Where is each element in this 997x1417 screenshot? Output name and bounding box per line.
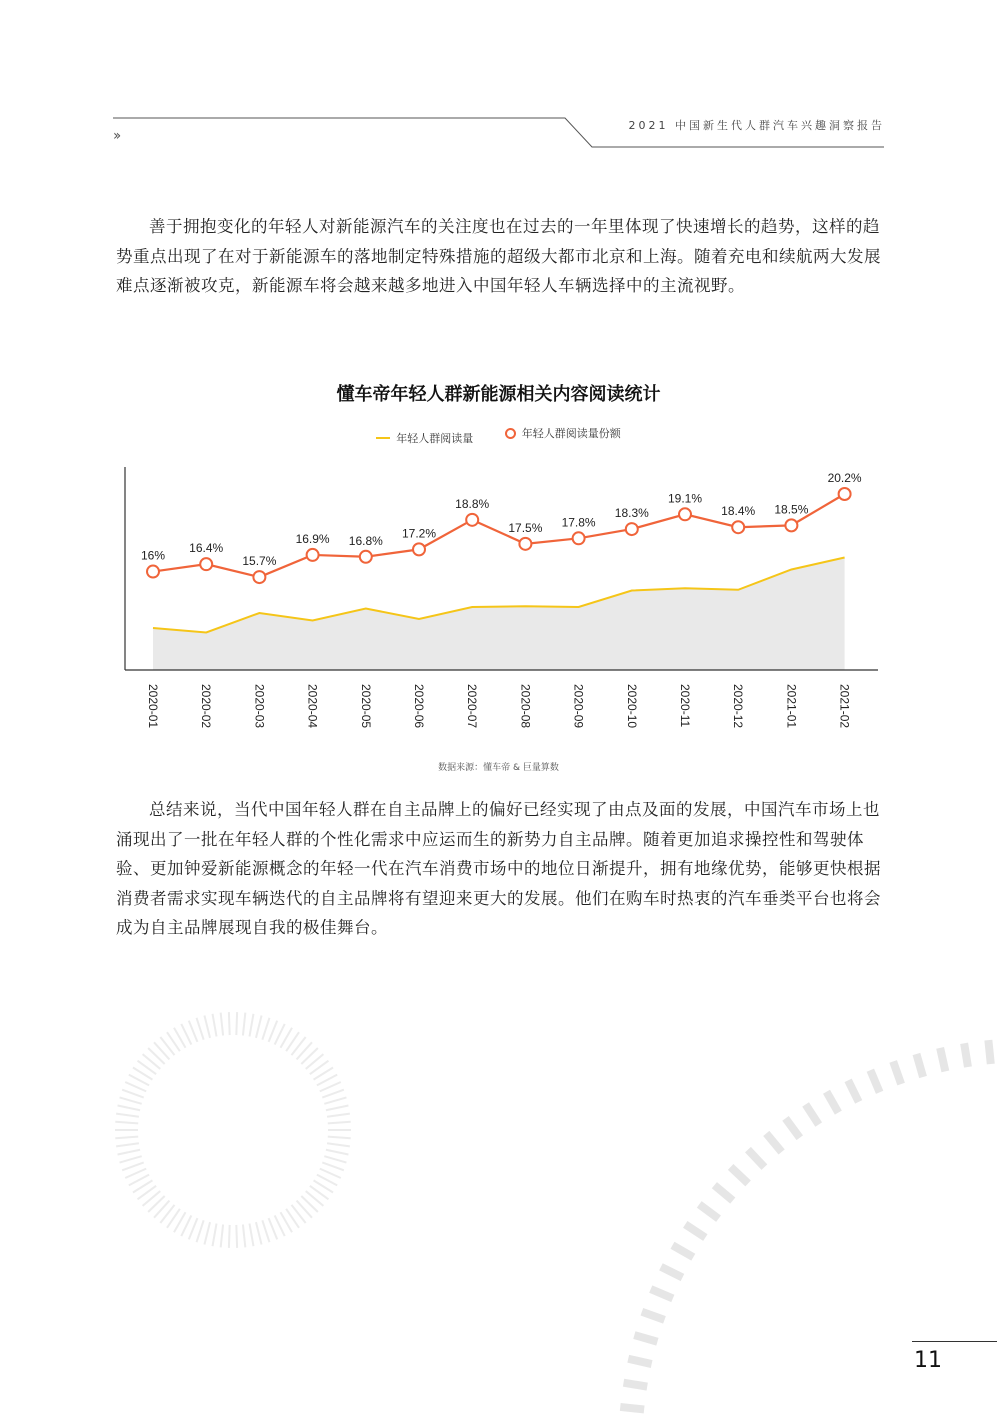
legend-label-volume: 年轻人群阅读量: [396, 431, 474, 445]
decor-dash: [197, 1018, 204, 1040]
page-number: 11: [914, 1348, 942, 1373]
x-tick-label: 2020-12: [731, 684, 746, 729]
share-point: [732, 521, 744, 533]
decor-dash: [262, 1220, 269, 1242]
decor-arc-dash: [867, 1069, 884, 1094]
x-tick-label: 2020-02: [199, 684, 214, 729]
share-data-label: 16.9%: [295, 531, 330, 546]
chevron-icon: ››: [113, 128, 119, 144]
decor-dash: [116, 1143, 139, 1146]
decor-dash: [125, 1082, 146, 1091]
share-point: [573, 532, 585, 544]
summary-paragraph: 总结来说，当代中国年轻人群在自主品牌上的偏好已经实现了由点及面的发展，中国汽车市场上也涌现出了一批在年轻人群的个性化需求中应运而生的新势力自主品牌。随着更加追求操控性和驾驶体验、更加钟爱新能源概念的年轻一代在汽车消费市场中的地位日渐提升，拥有地缘优势，能够更快根据消费者需求实现车辆迭代的自主品牌将有望迎来更大的发展。他们在购车时热衷的汽车垂类平台也将会成为自主品牌展现自我的极佳舞台。: [116, 800, 881, 937]
decor-dash: [249, 1014, 253, 1037]
share-point: [147, 566, 159, 578]
x-tick-label: 2020-08: [518, 684, 533, 729]
decor-arc-dash: [659, 1263, 684, 1281]
decor-dash: [256, 1016, 262, 1038]
decor-dash: [204, 1016, 210, 1038]
x-tick-label: 2020-01: [146, 684, 160, 729]
legend-dot-icon: [505, 428, 516, 439]
decor-arc-dash: [984, 1040, 994, 1065]
decor-dash: [262, 1018, 269, 1040]
decor-arc-dash: [889, 1060, 905, 1085]
decor-dash: [229, 1012, 230, 1035]
decor-dash: [322, 1162, 344, 1170]
share-data-label: 18.4%: [721, 504, 756, 519]
x-tick-label: 2020-10: [624, 684, 639, 729]
decor-dash: [204, 1222, 210, 1244]
decor-dash: [118, 1105, 140, 1110]
decor-arc-dash: [649, 1285, 674, 1302]
decor-dash: [236, 1012, 237, 1035]
decor-dash: [326, 1150, 348, 1155]
decor-arc-dash: [641, 1308, 666, 1324]
decor-dash: [213, 1014, 217, 1037]
share-point: [626, 523, 638, 535]
decor-dash: [229, 1225, 230, 1248]
share-data-label: 17.2%: [401, 526, 437, 541]
decor-dash: [256, 1222, 262, 1244]
decor-dash: [197, 1220, 204, 1242]
share-data-label: 17.5%: [508, 520, 543, 535]
decor-dash: [327, 1143, 350, 1146]
decor-dash: [320, 1169, 341, 1178]
share-data-label: 18.5%: [774, 502, 809, 517]
decor-arc-dash: [763, 1131, 785, 1155]
decor-dash: [327, 1114, 350, 1117]
decor-dash: [189, 1021, 198, 1042]
decor-arc-dash: [620, 1403, 645, 1413]
x-tick-label: 2020-11: [678, 684, 692, 728]
decor-arc-dash: [712, 1182, 736, 1204]
share-data-label: 18.8%: [455, 496, 490, 511]
x-tick-label: 2020-09: [571, 684, 586, 729]
report-title: 2021 中国新生代人群汽车兴趣洞察报告: [628, 119, 885, 132]
decor-arc-dash: [697, 1201, 721, 1222]
decor-dash: [324, 1156, 346, 1162]
share-data-label: 17.8%: [561, 515, 596, 530]
share-point: [360, 551, 372, 563]
share-data-label: 16.8%: [348, 533, 383, 548]
share-data-label: 20.2%: [827, 471, 862, 485]
decor-arc-dash: [782, 1116, 803, 1140]
decor-dash: [328, 1122, 351, 1124]
share-data-label: 16%: [140, 548, 166, 563]
decor-dash: [116, 1114, 139, 1117]
decor-arc-dash: [960, 1043, 972, 1068]
decor-dash: [221, 1013, 223, 1036]
x-tick-label: 2020-03: [252, 684, 267, 729]
x-tick-label: 2021-01: [784, 684, 799, 729]
decor-dash: [328, 1137, 351, 1139]
decor-arc-dash: [623, 1379, 648, 1391]
decor-arc-dash: [627, 1355, 652, 1368]
share-point: [413, 543, 425, 555]
x-tick-label: 2021-02: [837, 684, 852, 729]
intro-paragraph: 善于拥抱变化的年轻人对新能源汽车的关注度也在过去的一年里体现了快速增长的趋势，这样的趋势重点出现了在对于新能源车的落地制定特殊措施的超级大都市北京和上海。随着充电和续航两大发展难点逐渐被攻克，新能源车将会越来越多地进入中国年轻人车辆选择中的主流视野。: [116, 217, 881, 295]
share-point: [200, 558, 212, 570]
decor-dash: [269, 1218, 278, 1239]
x-tick-label: 2020-07: [465, 684, 480, 729]
decor-dash: [269, 1021, 278, 1042]
x-tick-label: 2020-05: [358, 684, 373, 729]
decor-dash: [249, 1224, 253, 1247]
decor-arc-dash: [936, 1047, 949, 1072]
share-point: [839, 488, 851, 500]
decor-arc-dash: [845, 1079, 863, 1104]
x-tick-label: 2020-06: [412, 684, 426, 729]
decor-arc-dash: [683, 1221, 707, 1241]
share-point: [307, 549, 319, 561]
decor-arc-dash: [802, 1102, 822, 1126]
decor-dash: [125, 1169, 146, 1178]
share-data-label: 15.7%: [242, 554, 277, 569]
decor-dash: [115, 1122, 138, 1124]
legend-line-icon: [376, 437, 390, 439]
page-number-rule: [912, 1341, 997, 1342]
share-point: [679, 508, 691, 520]
share-data-label: 16.4%: [189, 541, 224, 556]
decor-dash: [326, 1105, 348, 1110]
x-tick-label: 2020-04: [305, 684, 320, 729]
share-point: [519, 538, 531, 550]
share-point: [785, 519, 797, 531]
decor-arc-dash: [745, 1147, 767, 1170]
decor-dash: [322, 1090, 344, 1098]
decor-arc-dash: [633, 1331, 658, 1345]
decor-dash: [122, 1090, 144, 1098]
decor-arc-dash: [670, 1242, 695, 1261]
data-source: 数据来源：懂车帝 & 巨量算数: [438, 763, 559, 773]
decor-dash: [320, 1082, 341, 1091]
chart-title: 懂车帝年轻人群新能源相关内容阅读统计: [336, 384, 661, 405]
decor-arc-dash: [728, 1164, 751, 1186]
decor-dash: [243, 1224, 245, 1247]
decor-dash: [243, 1013, 245, 1036]
decor-dash: [115, 1137, 138, 1139]
decor-dash: [118, 1150, 140, 1155]
share-point: [466, 514, 478, 526]
decor-dash: [120, 1156, 142, 1162]
decor-dash: [221, 1224, 223, 1247]
decor-arc-dash: [913, 1053, 927, 1078]
decor-dash: [213, 1224, 217, 1247]
legend-item-volume: [376, 430, 473, 446]
decor-dash: [122, 1162, 144, 1170]
share-point: [253, 571, 265, 583]
chart-legend: [0, 425, 997, 446]
line-area-chart: [0, 455, 997, 755]
legend-item-share: [505, 425, 621, 441]
decor-dash: [236, 1225, 237, 1248]
share-data-label: 18.3%: [614, 506, 649, 521]
decor-dash: [189, 1218, 198, 1239]
legend-label-share: 年轻人群阅读量份额: [521, 427, 621, 440]
decor-dash: [324, 1097, 346, 1103]
decor-dash: [120, 1097, 142, 1103]
share-data-label: 19.1%: [667, 491, 703, 506]
header-rule: [0, 0, 997, 160]
decor-arc-dash: [823, 1090, 842, 1115]
